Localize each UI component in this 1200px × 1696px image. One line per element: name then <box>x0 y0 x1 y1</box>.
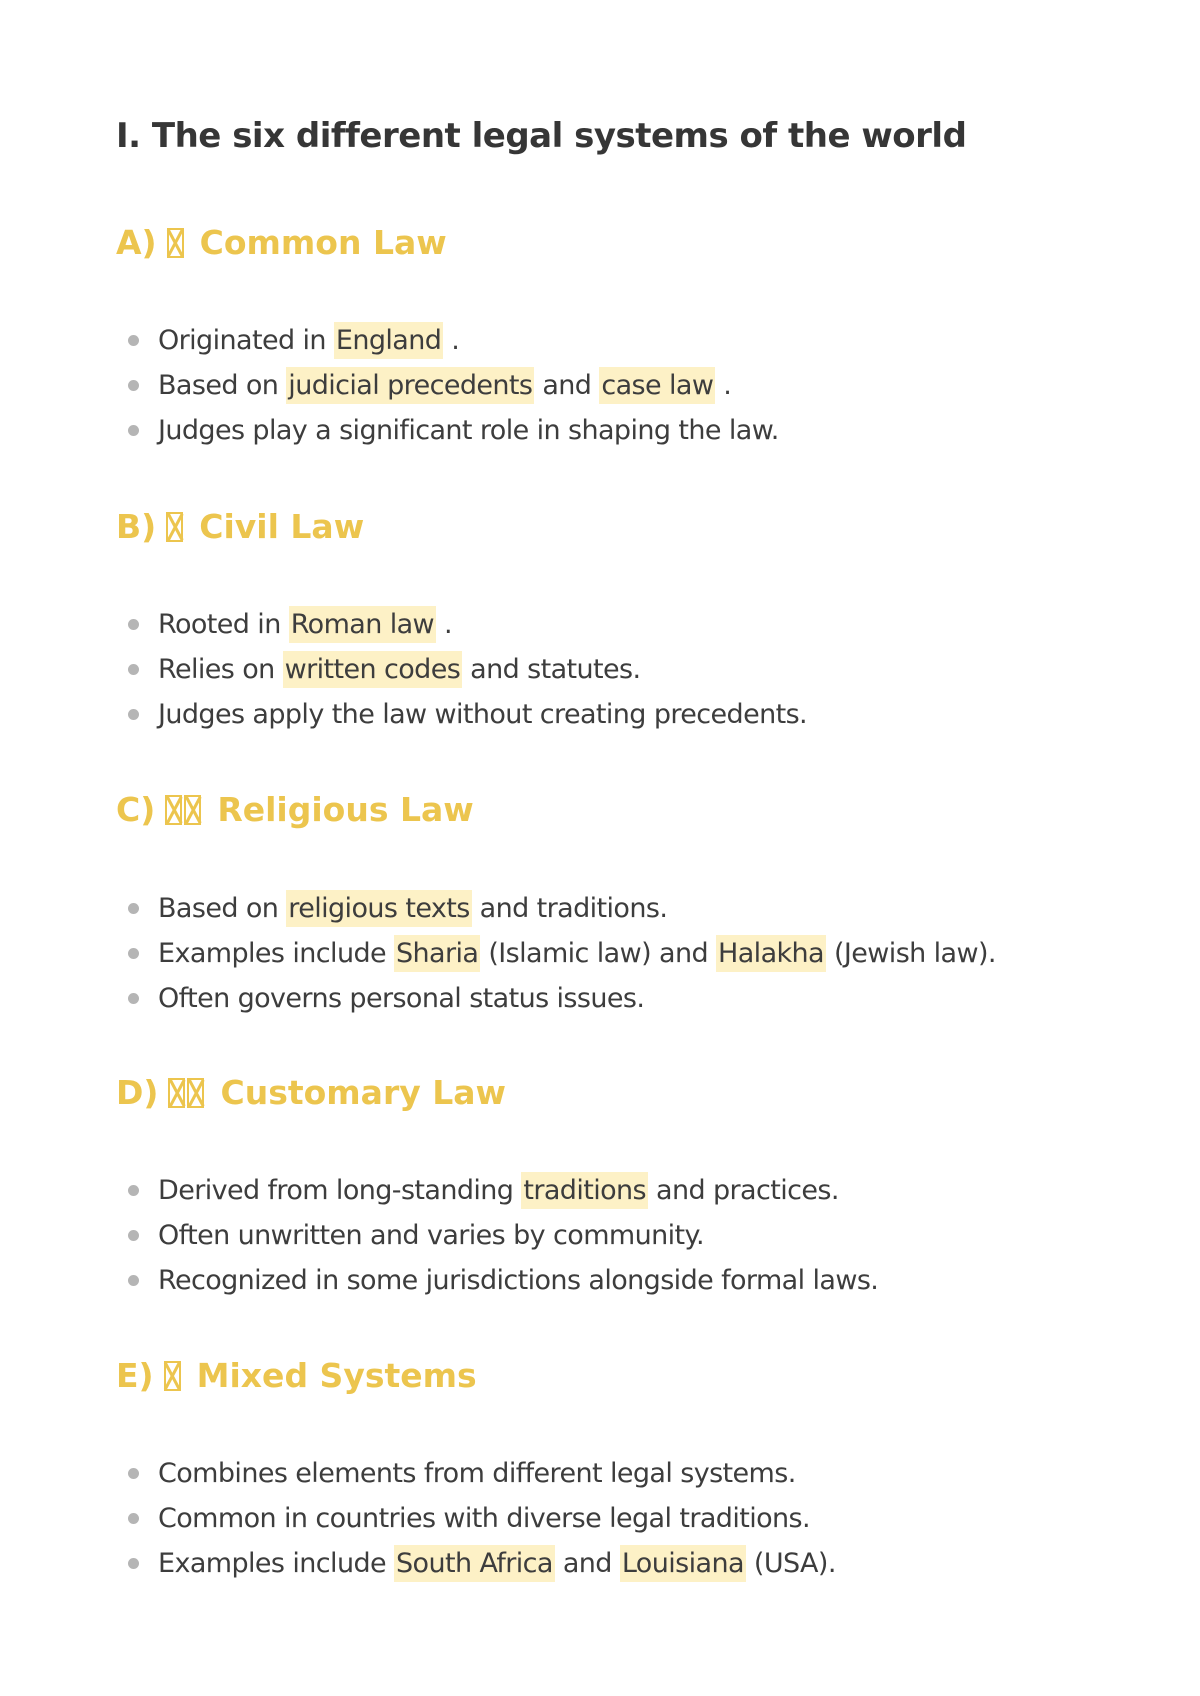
section-heading <box>116 213 1116 273</box>
section-letter: B) <box>116 507 157 546</box>
list-item: Rooted in Roman law . <box>116 602 1116 647</box>
missing-glyph-icon <box>166 512 185 542</box>
list-item: Combines elements from different legal systems. <box>116 1451 1116 1496</box>
bullet-icon <box>128 380 139 391</box>
highlight: religious texts <box>286 890 471 927</box>
section-heading <box>116 497 1116 557</box>
bullet-icon <box>128 1513 139 1524</box>
bullet-list-common-law <box>116 318 1116 453</box>
highlight: Louisiana <box>620 1545 746 1582</box>
highlight: judicial precedents <box>286 367 534 404</box>
page-title: I. The six different legal systems of the world <box>116 116 967 156</box>
section-customary-law <box>116 1063 1116 1123</box>
section-heading <box>116 780 1116 840</box>
section-title: Civil Law <box>199 507 365 546</box>
list-item: Derived from long-standing traditions and practices. <box>116 1168 1116 1213</box>
bullet-icon <box>128 1185 139 1196</box>
bullet-icon <box>128 709 139 720</box>
list-item: Examples include Sharia (Islamic law) and Halakha (Jewish law). <box>116 931 1116 976</box>
section-heading <box>116 1346 1116 1406</box>
bullet-icon <box>128 425 139 436</box>
section-letter: A) <box>116 223 157 262</box>
bullet-icon <box>128 1230 139 1241</box>
bullet-icon <box>128 619 139 630</box>
highlight: case law <box>599 367 715 404</box>
highlight: Sharia <box>394 935 480 972</box>
section-title: Customary Law <box>220 1073 506 1112</box>
bullet-icon <box>128 335 139 346</box>
missing-glyph-icon <box>165 795 203 825</box>
highlight: Halakha <box>716 935 826 972</box>
list-item: Based on religious texts and traditions. <box>116 886 1116 931</box>
section-mixed-systems <box>116 1346 1116 1406</box>
highlight: traditions <box>521 1172 648 1209</box>
missing-glyph-icon <box>167 228 186 258</box>
section-letter: D) <box>116 1073 159 1112</box>
list-item: Recognized in some jurisdictions alongside formal laws. <box>116 1258 1116 1303</box>
bullet-icon <box>128 1468 139 1479</box>
section-religious-law <box>116 780 1116 840</box>
list-item: Judges apply the law without creating precedents. <box>116 692 1116 737</box>
bullet-icon <box>128 993 139 1004</box>
bullet-list-religious-law <box>116 886 1116 1021</box>
section-letter: E) <box>116 1356 154 1395</box>
bullet-list-customary-law <box>116 1168 1116 1303</box>
section-common-law <box>116 213 1116 273</box>
list-item: Based on judicial precedents and case law . <box>116 363 1116 408</box>
section-title: Mixed Systems <box>196 1356 477 1395</box>
list-item: Often unwritten and varies by community. <box>116 1213 1116 1258</box>
bullet-icon <box>128 664 139 675</box>
highlight: South Africa <box>394 1545 555 1582</box>
list-item: Relies on written codes and statutes. <box>116 647 1116 692</box>
missing-glyph-icon <box>164 1361 183 1391</box>
section-title: Common Law <box>199 223 447 262</box>
list-item: Originated in England . <box>116 318 1116 363</box>
section-title: Religious Law <box>217 790 474 829</box>
list-item: Examples include South Africa and Louisiana (USA). <box>116 1541 1116 1586</box>
bullet-list-civil-law <box>116 602 1116 737</box>
list-item: Often governs personal status issues. <box>116 976 1116 1021</box>
highlight: England <box>334 322 443 359</box>
highlight: written codes <box>283 651 463 688</box>
list-item: Common in countries with diverse legal traditions. <box>116 1496 1116 1541</box>
bullet-icon <box>128 1558 139 1569</box>
section-civil-law <box>116 497 1116 557</box>
missing-glyph-icon <box>168 1078 206 1108</box>
bullet-icon <box>128 903 139 914</box>
bullet-list-mixed-systems <box>116 1451 1116 1586</box>
list-item: Judges play a significant role in shaping the law. <box>116 408 1116 453</box>
bullet-icon <box>128 1275 139 1286</box>
section-heading <box>116 1063 1116 1123</box>
highlight: Roman law <box>289 606 436 643</box>
bullet-icon <box>128 948 139 959</box>
section-letter: C) <box>116 790 156 829</box>
